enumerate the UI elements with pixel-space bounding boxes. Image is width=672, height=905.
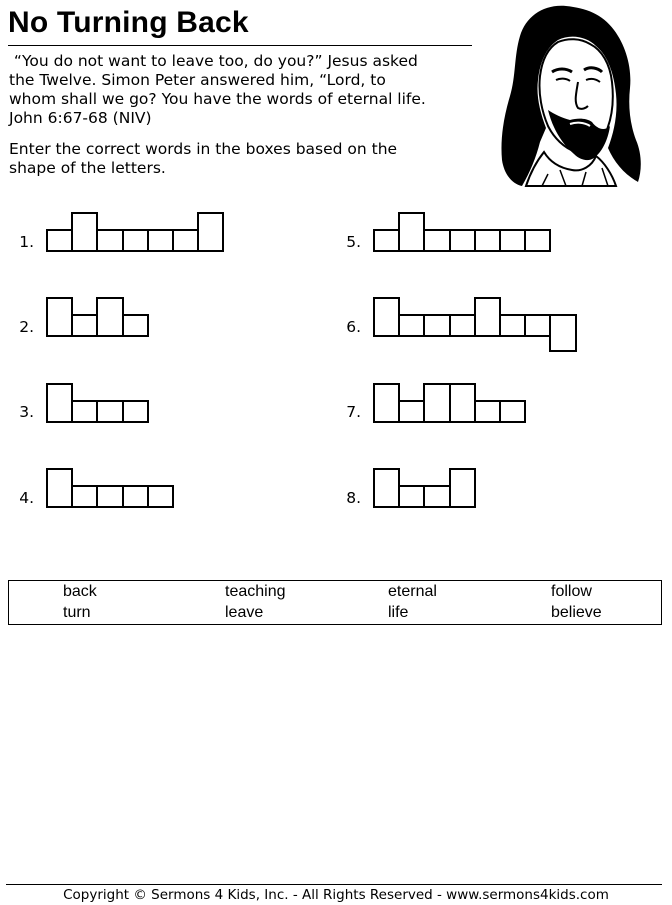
word-bank-word: follow xyxy=(551,583,592,600)
tall-letter-box xyxy=(423,383,450,423)
tall-letter-box xyxy=(373,468,400,508)
tall-letter-box xyxy=(449,468,476,508)
title-underline xyxy=(8,45,472,46)
short-letter-box xyxy=(499,314,526,337)
short-letter-box xyxy=(423,229,450,252)
word-bank-word: leave xyxy=(225,604,264,621)
word-bank-word: teaching xyxy=(225,583,286,600)
verse-line: the Twelve. Simon Peter answered him, “Lord, to xyxy=(9,71,386,89)
tall-letter-box xyxy=(373,383,400,423)
word-bank-word: turn xyxy=(63,604,91,621)
short-letter-box xyxy=(423,314,450,337)
short-letter-box xyxy=(147,485,174,508)
short-letter-box xyxy=(474,229,501,252)
puzzle-number: 2. xyxy=(19,318,34,336)
short-letter-box xyxy=(499,229,526,252)
short-letter-box xyxy=(122,485,149,508)
tall-letter-box xyxy=(373,297,400,337)
verse-line: whom shall we go? You have the words of eternal life. xyxy=(9,90,426,108)
tall-letter-box xyxy=(71,212,98,252)
short-letter-box xyxy=(474,400,501,423)
instructions xyxy=(9,140,479,178)
short-letter-box xyxy=(524,229,551,252)
short-letter-box xyxy=(147,229,174,252)
short-letter-box xyxy=(96,485,123,508)
descender-letter-box xyxy=(549,314,576,352)
short-letter-box xyxy=(499,400,526,423)
jesus-portrait-illustration xyxy=(496,2,646,188)
puzzle-number: 4. xyxy=(19,489,34,507)
tall-letter-box xyxy=(96,297,123,337)
tall-letter-box xyxy=(398,212,425,252)
tall-letter-box xyxy=(449,383,476,423)
short-letter-box xyxy=(449,314,476,337)
short-letter-box xyxy=(46,229,73,252)
short-letter-box xyxy=(71,400,98,423)
short-letter-box xyxy=(71,314,98,337)
tall-letter-box xyxy=(197,212,224,252)
short-letter-box xyxy=(71,485,98,508)
word-bank-word: eternal xyxy=(388,583,437,600)
tall-letter-box xyxy=(46,297,73,337)
tall-letter-box xyxy=(46,468,73,508)
word-bank-word: life xyxy=(388,604,409,621)
short-letter-box xyxy=(96,400,123,423)
verse-reference: John 6:67-68 (NIV) xyxy=(9,109,152,127)
puzzle-number: 1. xyxy=(19,233,34,251)
short-letter-box xyxy=(172,229,199,252)
word-bank-word: back xyxy=(63,583,97,600)
short-letter-box xyxy=(449,229,476,252)
short-letter-box xyxy=(524,314,551,337)
tall-letter-box xyxy=(474,297,501,337)
footer-rule xyxy=(6,884,662,885)
puzzle-number: 8. xyxy=(346,489,361,507)
short-letter-box xyxy=(96,229,123,252)
copyright-footer: Copyright © Sermons 4 Kids, Inc. - All Rights Reserved - www.sermons4kids.com xyxy=(63,887,609,903)
short-letter-box xyxy=(122,314,149,337)
instructions-line: Enter the correct words in the boxes based on the xyxy=(9,140,398,158)
puzzle-number: 3. xyxy=(19,403,34,421)
instructions-line: shape of the letters. xyxy=(9,159,166,177)
puzzle-number: 7. xyxy=(346,403,361,421)
word-bank xyxy=(8,580,662,625)
short-letter-box xyxy=(373,229,400,252)
page-title: No Turning Back xyxy=(8,6,249,39)
short-letter-box xyxy=(122,229,149,252)
puzzle-number: 5. xyxy=(346,233,361,251)
tall-letter-box xyxy=(46,383,73,423)
short-letter-box xyxy=(398,400,425,423)
short-letter-box xyxy=(398,485,425,508)
scripture-verse xyxy=(9,52,479,128)
short-letter-box xyxy=(423,485,450,508)
short-letter-box xyxy=(122,400,149,423)
verse-line: “You do not want to leave too, do you?” Jesus asked xyxy=(9,52,418,70)
puzzle-number: 6. xyxy=(346,318,361,336)
word-bank-word: believe xyxy=(551,604,602,621)
short-letter-box xyxy=(398,314,425,337)
